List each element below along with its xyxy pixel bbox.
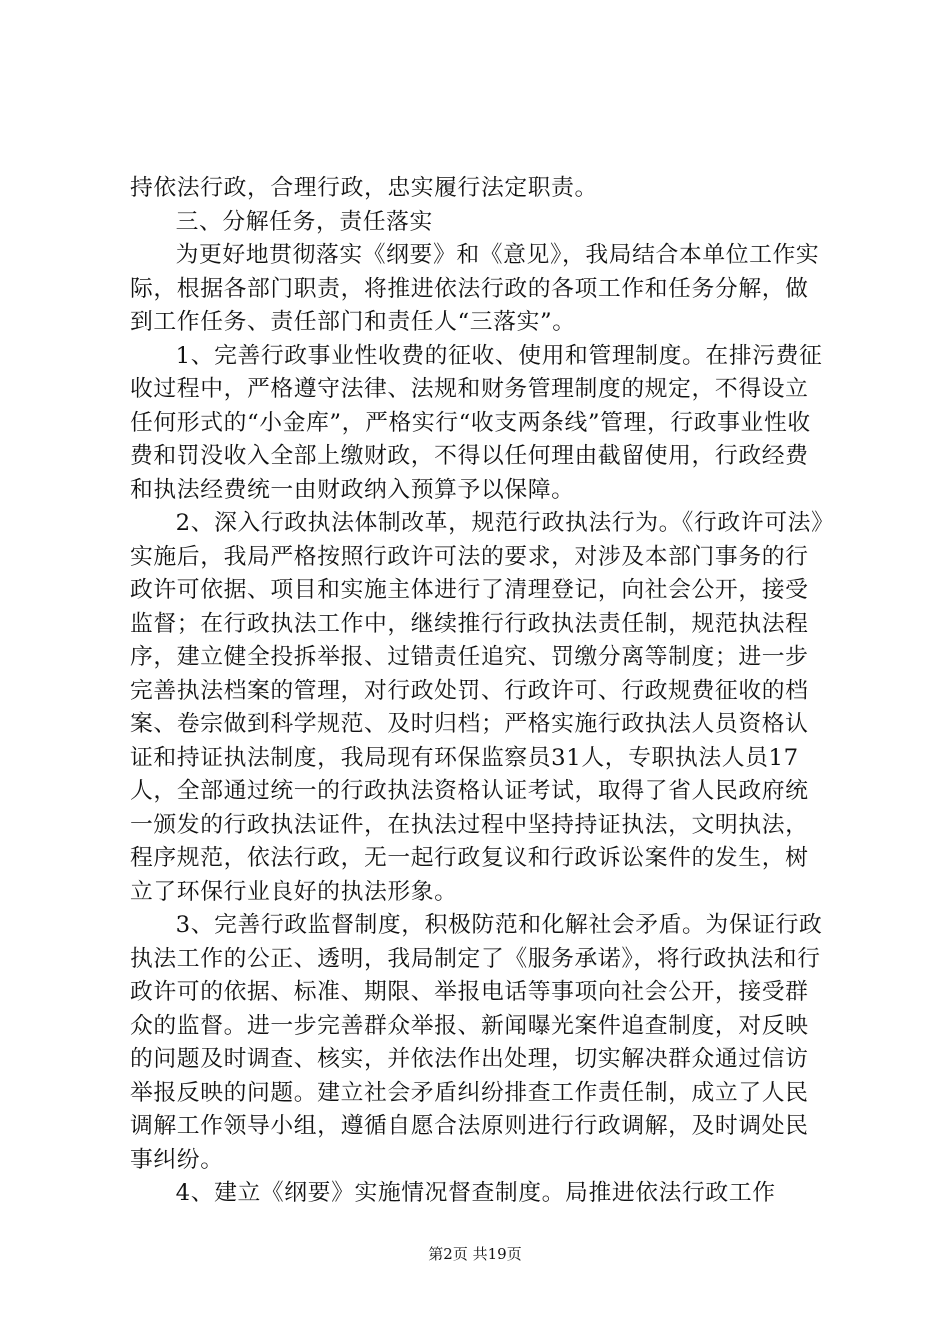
paragraph-item-3: 3、完善行政监督制度，积极防范和化解社会矛盾。为保证行政执法工作的公正、透明，我局制定了《服务承诺》，将行政执法和行政许可的依据、标准、期限、举报电话等事项向社会公开，接受群众的监督。进一步完善群众举报、新闻曝光案件追查制度，对反映的问题及时调查、核实，并依法作出处理，切实解决群众通过信访举报反映的问题。建立社会矛盾纠纷排查工作责任制，成立了人民调解工作领导小组，遵循自愿合法原则进行行政调解，及时调处民事纠纷。 (130, 912, 823, 1173)
document-body (130, 172, 825, 1211)
paragraph-item-4: 4、建立《纲要》实施情况督查制度。局推进依法行政工作 (175, 1180, 776, 1206)
paragraph-intro: 为更好地贯彻落实《纲要》和《意见》，我局结合本单位工作实际，根据各部门职责，将推进依法行政的各项工作和任务分解，做到工作任务、责任部门和责任人“三落实”。 (130, 242, 820, 335)
page-footer: 第2页 共19页 (428, 1245, 522, 1263)
section-heading: 三、分解任务，责任落实 (175, 208, 433, 235)
paragraph-continuation: 持依法行政，合理行政，忠实履行法定职责。 (130, 175, 598, 201)
paragraph-item-1: 1、完善行政事业性收费的征收、使用和管理制度。在排污费征收过程中，严格遵守法律、法规和财务管理制度的规定，不得设立任何形式的“小金库”，严格实行“收支两条线”管理，行政事业性收费和罚没收入全部上缴财政，不得以任何理由截留使用，行政经费和执法经费统一由财政纳入预算予以保障。 (130, 342, 823, 503)
paragraph-item-2: 2、深入行政执法体制改革，规范行政执法行为。《行政许可法》实施后，我局严格按照行政许可法的要求，对涉及本部门事务的行政许可依据、项目和实施主体进行了清理登记，向社会公开，接受监督；在行政执法工作中，继续推行行政执法责任制，规范执法程序，建立健全投拆举报、过错责任追究、罚缴分离等制度；进一步完善执法档案的管理，对行政处罚、行政许可、行政规费征收的档案、卷宗做到科学规范、及时归档；严格实施行政执法人员资格认证和持证执法制度，我局现有环保监察员31人，专职执法人员17人，全部通过统一的行政执法资格认证考试，取得了省人民政府统一颁发的行政执法证件，在执法过程中坚持持证执法，文明执法，程序规范，依法行政，无一起行政复议和行政诉讼案件的发生，树立了环保行业良好的执法形象。 (130, 510, 824, 905)
